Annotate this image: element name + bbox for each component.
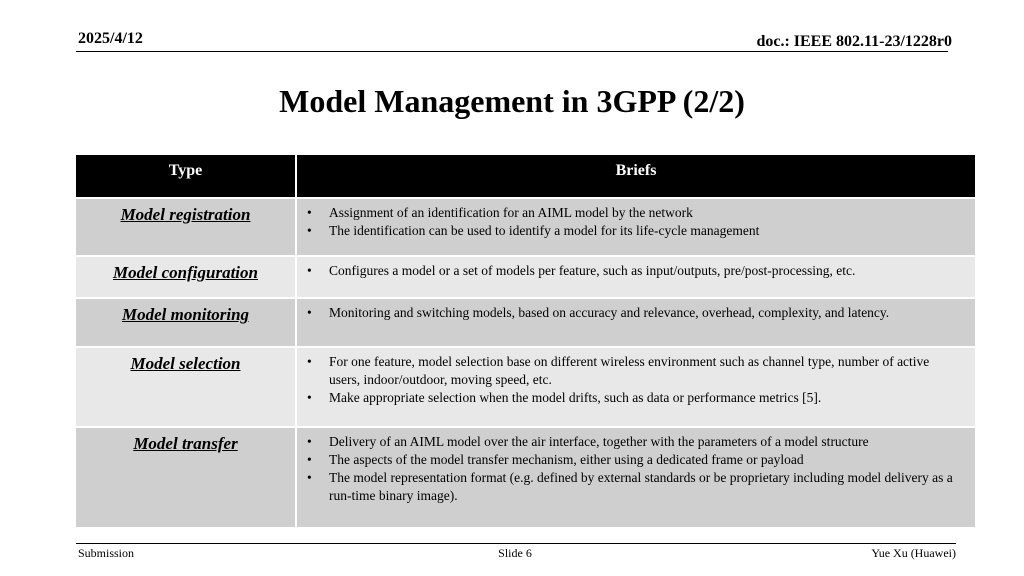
- brief-cell: [296, 427, 976, 528]
- header-briefs: Briefs: [296, 154, 976, 198]
- footer-slide-number: Slide 6: [498, 546, 532, 560]
- type-cell: Model transfer: [75, 427, 296, 528]
- brief-item: • The aspects of the model transfer mechanism, either using a dedicated frame or payload: [305, 451, 957, 469]
- brief-item: • Monitoring and switching models, based on accuracy and relevance, overhead, complexity, and latency.: [305, 304, 957, 322]
- brief-item: • The identification can be used to identify a model for its life-cycle management: [305, 222, 957, 240]
- brief-cell: [296, 347, 976, 427]
- type-cell: Model monitoring: [75, 298, 296, 347]
- model-management-table: [74, 153, 977, 529]
- table-row: [75, 427, 976, 528]
- slide-title: Model Management in 3GPP (2/2): [279, 83, 745, 119]
- type-cell: Model selection: [75, 347, 296, 427]
- table-header-row: [75, 154, 976, 198]
- brief-item: • For one feature, model selection base on different wireless environment such as channel type, number of active users, indoor/outdoor, moving speed, etc.: [305, 353, 957, 389]
- brief-cell: [296, 256, 976, 298]
- header-date: 2025/4/12: [78, 30, 143, 47]
- brief-item: • Configures a model or a set of models per feature, such as input/outputs, pre/post-processing, etc.: [305, 262, 957, 280]
- header-type: Type: [75, 154, 296, 198]
- table-row: [75, 198, 976, 256]
- header-doc-id: doc.: IEEE 802.11-23/1228r0: [756, 33, 952, 50]
- footer-divider: [76, 543, 956, 544]
- footer-submission: Submission: [78, 546, 135, 560]
- brief-item: • Assignment of an identification for an AIML model by the network: [305, 204, 957, 222]
- table-row: [75, 298, 976, 347]
- type-cell: Model registration: [75, 198, 296, 256]
- brief-cell: [296, 198, 976, 256]
- brief-cell: [296, 298, 976, 347]
- brief-item: • The model representation format (e.g. defined by external standards or be proprietary including model delivery as a run-time binary image).: [305, 469, 957, 505]
- type-cell: Model configuration: [75, 256, 296, 298]
- table-row: [75, 347, 976, 427]
- header-divider: [76, 51, 948, 52]
- brief-item: • Make appropriate selection when the model drifts, such as data or performance metrics [5].: [305, 389, 957, 407]
- table-row: [75, 256, 976, 298]
- brief-item: • Delivery of an AIML model over the air interface, together with the parameters of a model structure: [305, 433, 957, 451]
- footer-author: Yue Xu (Huawei): [871, 546, 956, 560]
